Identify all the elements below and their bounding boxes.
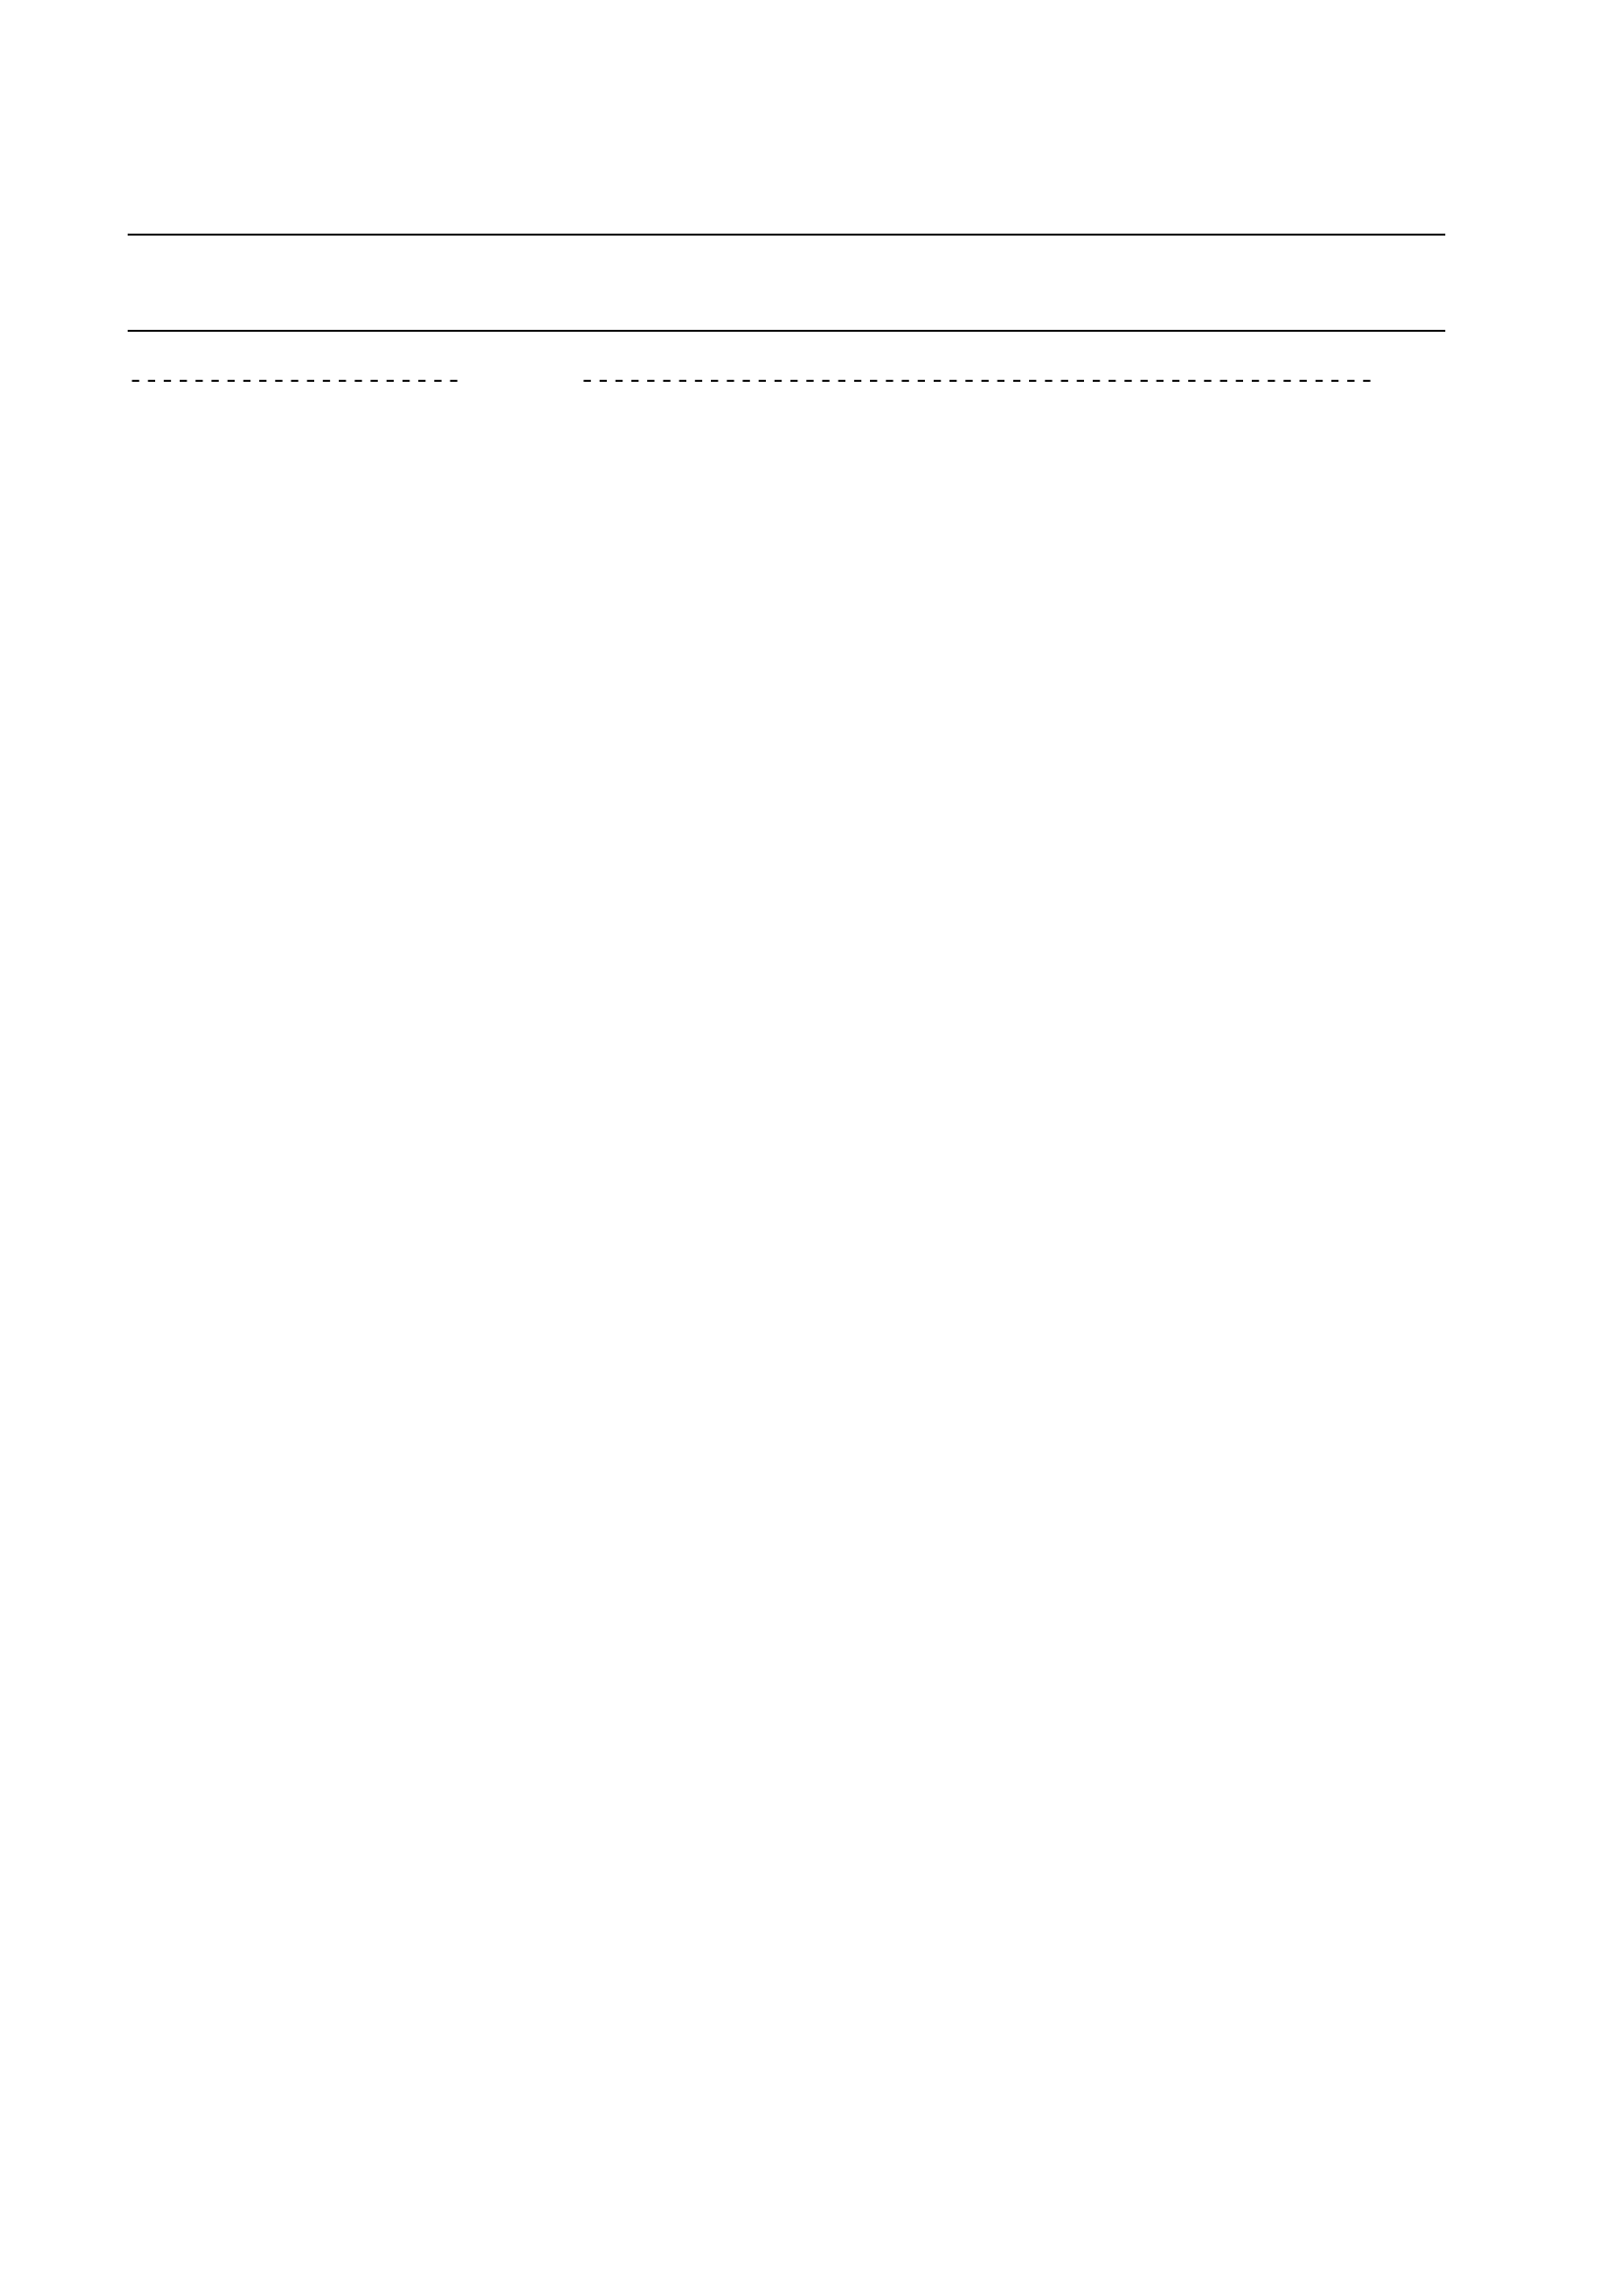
separator-dashes-right: -------------------------------------------------- (579, 366, 1376, 397)
competition-header (128, 77, 159, 368)
results-table (128, 334, 1445, 399)
season-block (116, 1571, 157, 1880)
separator-dashes-left: --------------------- (128, 366, 462, 397)
separator-row (128, 366, 1445, 399)
date-row (128, 334, 1445, 366)
column-headers (128, 241, 1445, 310)
top-rule (128, 234, 1445, 236)
header-rule (128, 330, 1445, 332)
